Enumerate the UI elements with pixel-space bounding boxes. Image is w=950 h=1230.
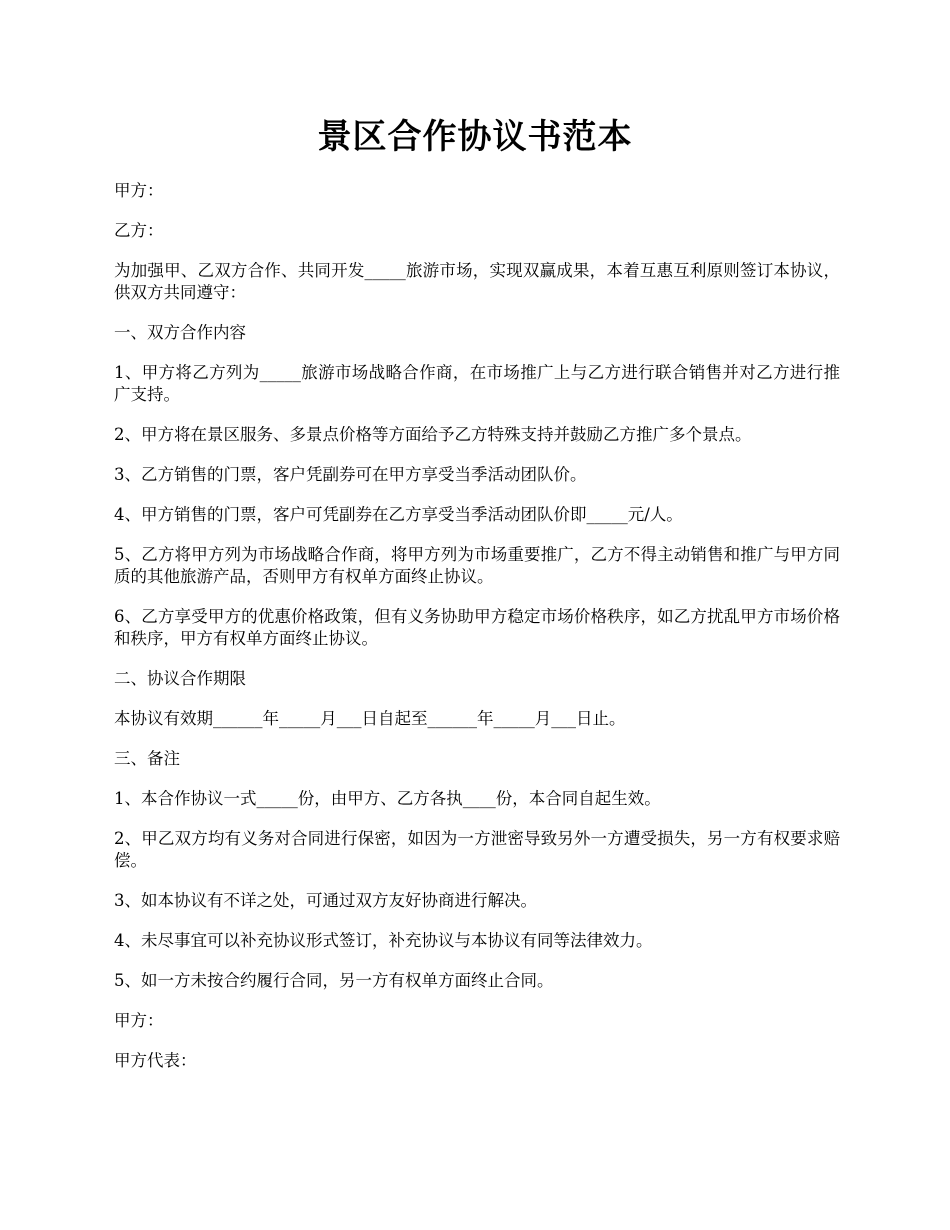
section-heading-cooperation: 一、双方合作内容 (114, 323, 246, 342)
note-5: 5、如一方未按合约履行合同，另一方有权单方面终止合同。 (114, 971, 554, 990)
note-1: 1、本合作协议一式_____份，由甲方、乙方各执____份，本合同自起生效。 (114, 789, 661, 808)
document-body (114, 180, 840, 1090)
signature-party-a-representative: 甲方代表： (114, 1051, 197, 1070)
section-heading-notes: 三、备注 (114, 749, 180, 768)
signature-party-a: 甲方： (114, 1011, 164, 1030)
note-2: 2、甲乙双方均有义务对合同进行保密，如因为一方泄密导致另外一方遭受损失，另一方有权要求赔偿。 (114, 829, 840, 870)
clause-1-4: 4、甲方销售的门票，客户可凭副券在乙方享受当季活动团队价即_____元/人。 (114, 505, 683, 524)
preamble-paragraph: 为加强甲、乙双方合作、共同开发_____旅游市场，实现双赢成果，本着互惠互利原则签订本协议，供双方共同遵守： (114, 261, 840, 302)
clause-1-6: 6、乙方享受甲方的优惠价格政策，但有义务协助甲方稳定市场价格秩序，如乙方扰乱甲方市场价格和秩序，甲方有权单方面终止协议。 (114, 607, 840, 648)
clause-1-3: 3、乙方销售的门票，客户凭副券可在甲方享受当季活动团队价。 (114, 465, 587, 484)
clause-1-1: 1、甲方将乙方列为_____旅游市场战略合作商，在市场推广上与乙方进行联合销售并对乙方进行推广支持。 (114, 363, 840, 404)
section-heading-term: 二、协议合作期限 (114, 669, 246, 688)
clause-1-5: 5、乙方将甲方列为市场战略合作商，将甲方列为市场重要推广，乙方不得主动销售和推广与甲方同质的其他旅游产品，否则甲方有权单方面终止协议。 (114, 545, 840, 586)
document-title: 景区合作协议书范本 (317, 117, 633, 157)
party-a-label: 甲方： (114, 181, 164, 200)
term-paragraph: 本协议有效期______年_____月___日自起至______年_____月___日止。 (114, 709, 626, 728)
clause-1-2: 2、甲方将在景区服务、多景点价格等方面给予乙方特殊支持并鼓励乙方推广多个景点。 (114, 425, 752, 444)
note-4: 4、未尽事宜可以补充协议形式签订，补充协议与本协议有同等法律效力。 (114, 931, 653, 950)
note-3: 3、如本协议有不详之处，可通过双方友好协商进行解决。 (114, 891, 537, 910)
party-b-label: 乙方： (114, 221, 164, 240)
